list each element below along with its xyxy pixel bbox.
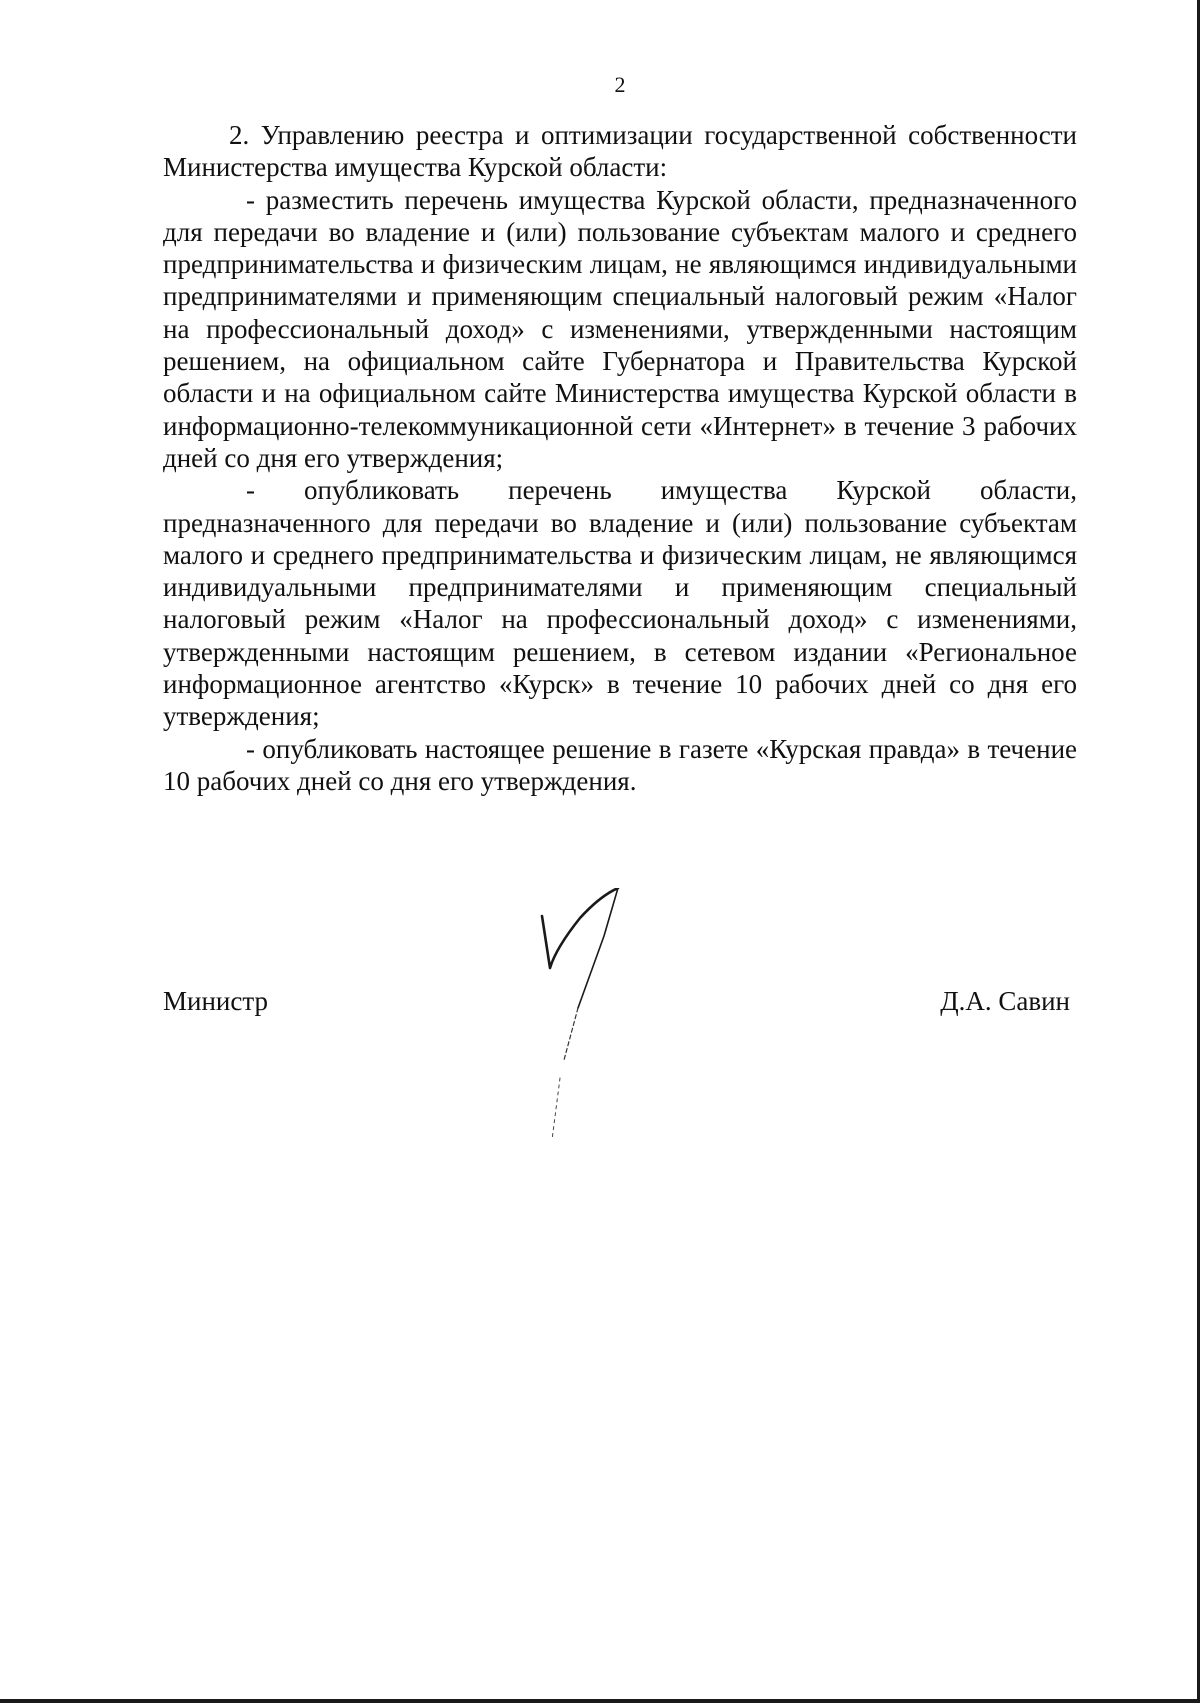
handwritten-signature	[520, 888, 650, 1158]
list-item-publish-in-online-media: - опубликовать перечень имущества Курской области, предназначенного для передачи во владение и (или) пользование субъектам малого и среднего предпринимательства и физическим лицам, не являющимся индивидуальными предпринимателями и применяющим специальный налоговый режим «Налог на профессиональный доход» с изменениями, утвержденными настоящим решением, в сетевом издании «Региональное информационное агентство «Курск» в течение 10 рабочих дней со дня его утверждения;	[163, 475, 1077, 732]
page-number: 2	[614, 72, 626, 97]
document-body	[163, 119, 1077, 797]
list-item-publish-in-newspaper: - опубликовать настоящее решение в газете «Курская правда» в течение 10 рабочих дней со дня его утверждения.	[163, 733, 1077, 796]
signer-position: Министр	[163, 986, 268, 1016]
paragraph-instruction: 2. Управлению реестра и оптимизации государственной собственности Министерства имущества Курской области:	[163, 120, 1077, 183]
list-item-place-on-website: - разместить перечень имущества Курской области, предназначенного для передачи во владение и (или) пользование субъектам малого и среднего предпринимательства и физическим лицам, не являющимся индивидуальными предпринимателями и применяющим специальный налоговый режим «Налог на профессиональный доход» с изменениями, утвержденными настоящим решением, на официальном сайте Губернатора и Правительства Курской области и на официальном сайте Министерства имущества Курской области в информационно-телекоммуникационной сети «Интернет» в течение 3 рабочих дней со дня его утверждения;	[163, 184, 1077, 473]
scan-edge-bottom	[0, 1699, 1200, 1703]
signature-block	[163, 985, 1070, 1021]
signer-name: Д.А. Савин	[940, 986, 1070, 1016]
